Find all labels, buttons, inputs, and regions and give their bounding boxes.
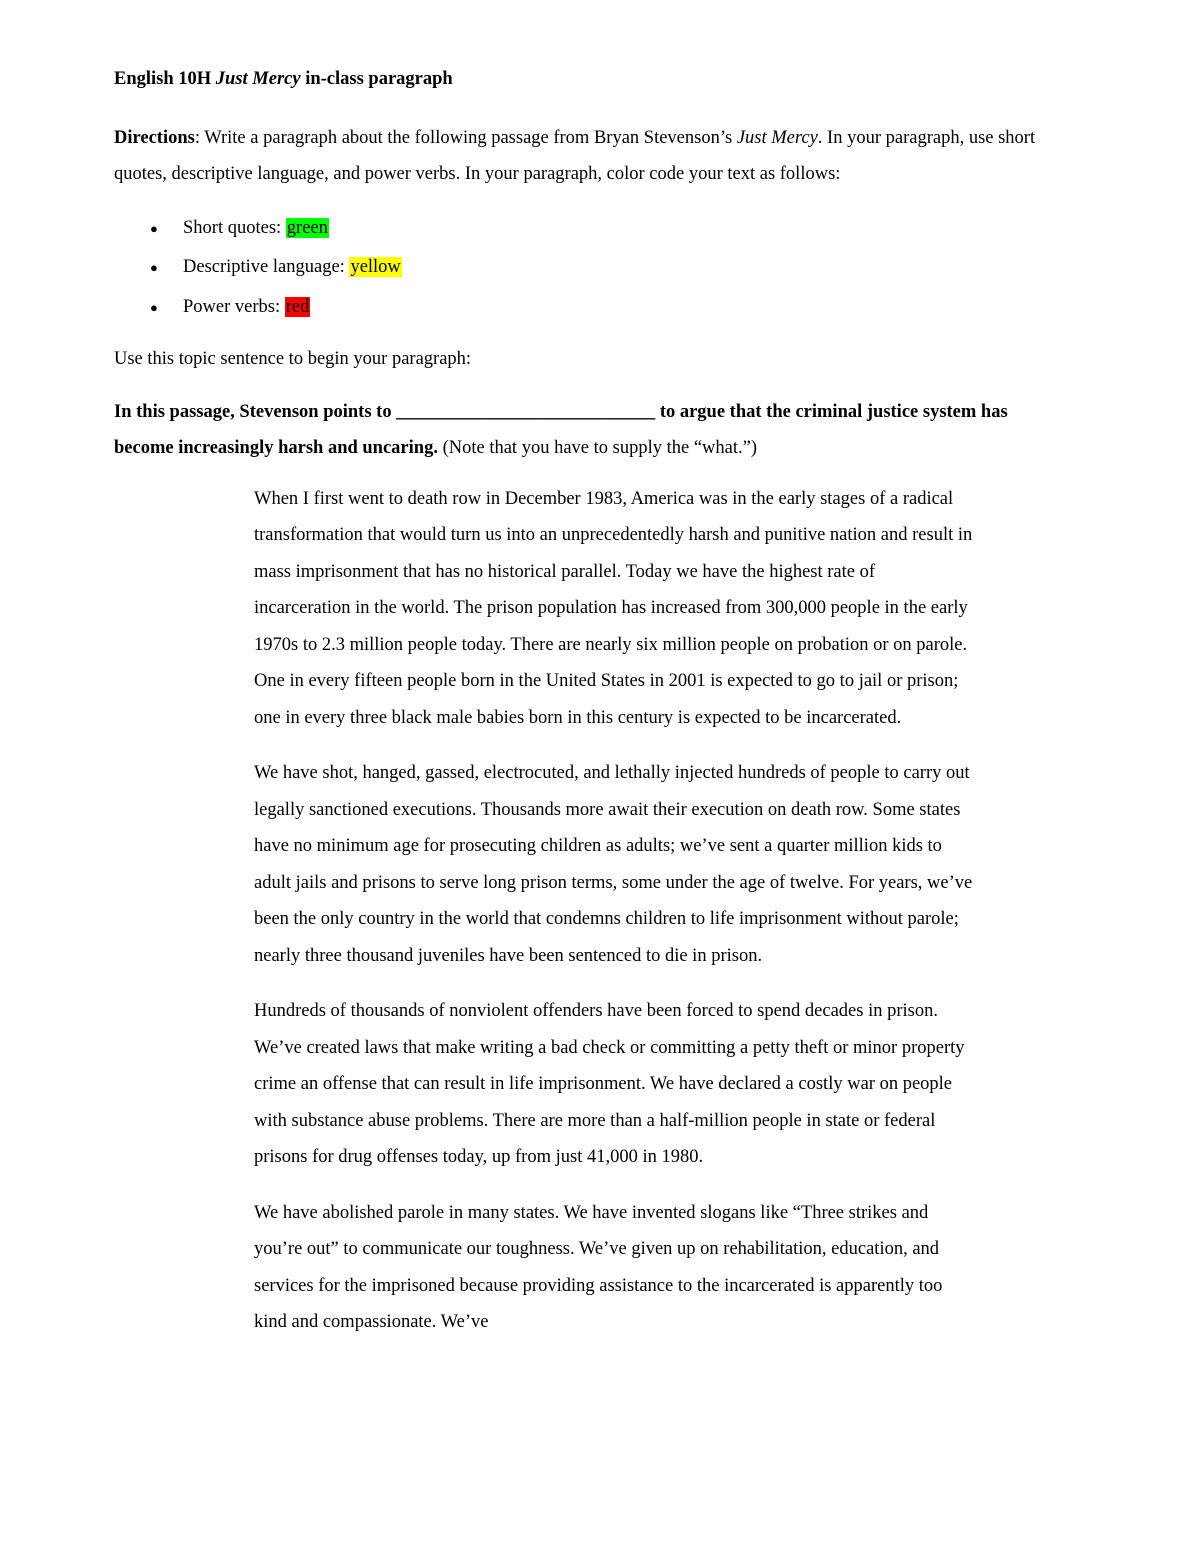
directions-book: Just Mercy — [736, 127, 818, 148]
color-code-item-yellow — [114, 248, 1064, 288]
passage-paragraph-3: Hundreds of thousands of nonviolent offenders have been forced to spend decades in prison. We’ve created laws that make writing a bad check or committing a petty theft or minor property crime an offense that can result in life imprisonment. We have declared a costly war on people with substance abuse problems. There are more than a half-million people in state or federal prisons for drug offenses today, up from just 41,000 in 1980. — [254, 1001, 965, 1168]
topic-sentence-note: (Note that you have to supply the “what.”) — [437, 438, 757, 459]
bullet-icon: ● — [150, 220, 158, 236]
color-code-item-red — [114, 288, 1064, 328]
color-code-label: Short quotes: — [183, 217, 286, 238]
color-code-list — [114, 209, 1064, 328]
bullet-icon: ● — [150, 299, 158, 315]
topic-intro: Use this topic sentence to begin your paragraph: — [114, 349, 472, 370]
topic-sentence-bold: In this passage, Stevenson points to ____________________________ to argue that the criminal justice system has become increasingly harsh and uncaring. — [114, 401, 1008, 459]
directions-text-1: : Write a paragraph about the following passage from Bryan Stevenson’s — [194, 127, 737, 148]
passage-excerpt — [254, 481, 974, 1360]
color-code-label: Power verbs: — [183, 296, 285, 317]
directions-label: Directions — [114, 127, 195, 148]
title-prefix: English 10H — [114, 69, 216, 89]
color-code-highlight-yellow: yellow — [350, 257, 401, 278]
title-book: Just Mercy — [215, 69, 301, 89]
document-title — [114, 66, 1064, 94]
document-page — [114, 66, 1064, 1333]
title-suffix: in-class paragraph — [300, 69, 453, 89]
color-code-label: Descriptive language: — [183, 257, 350, 278]
topic-sentence — [114, 394, 1064, 467]
color-code-highlight-green: green — [286, 217, 328, 238]
color-code-item-green — [114, 209, 1064, 249]
passage-paragraph-1: When I first went to death row in December 1983, America was in the early stages of a radical transformation that would turn us into an unprecedentedly harsh and punitive nation and result in mass imprisonment that has no historical parallel. Today we have the highest rate of incarceration in the world. The prison population has increased from 300,000 people in the early 1970s to 2.3 million people today. There are nearly six million people on probation or on parole. One in every fifteen people born in the United States in 2001 is expected to go to jail or prison; one in every three black male babies born in this century is expected to be incarcerated. — [254, 488, 973, 728]
passage-paragraph-4: We have abolished parole in many states. We have invented slogans like “Three strikes and you’re out” to communicate our toughness. We’ve given up on rehabilitation, education, and services for the imprisoned because providing assistance to the incarcerated is apparently too kind and compassionate. We’ve — [254, 1202, 943, 1333]
bullet-icon: ● — [150, 260, 158, 276]
color-code-highlight-red: red — [285, 296, 310, 317]
directions-paragraph — [114, 120, 1064, 193]
passage-paragraph-2: We have shot, hanged, gassed, electrocuted, and lethally injected hundreds of people to carry out legally sanctioned executions. Thousands more await their execution on death row. Some states have no minimum age for prosecuting children as adults; we’ve sent a quarter million kids to adult jails and prisons to serve long prison terms, some under the age of twelve. For years, we’ve been the only country in the world that condemns children to life imprisonment without parole; nearly three thousand juveniles have been sentenced to die in prison. — [254, 763, 973, 966]
directions-text-2: . In your paragraph, use short quotes, descriptive language, and power verbs. In your paragraph, color code your text as follows: — [114, 127, 1036, 185]
